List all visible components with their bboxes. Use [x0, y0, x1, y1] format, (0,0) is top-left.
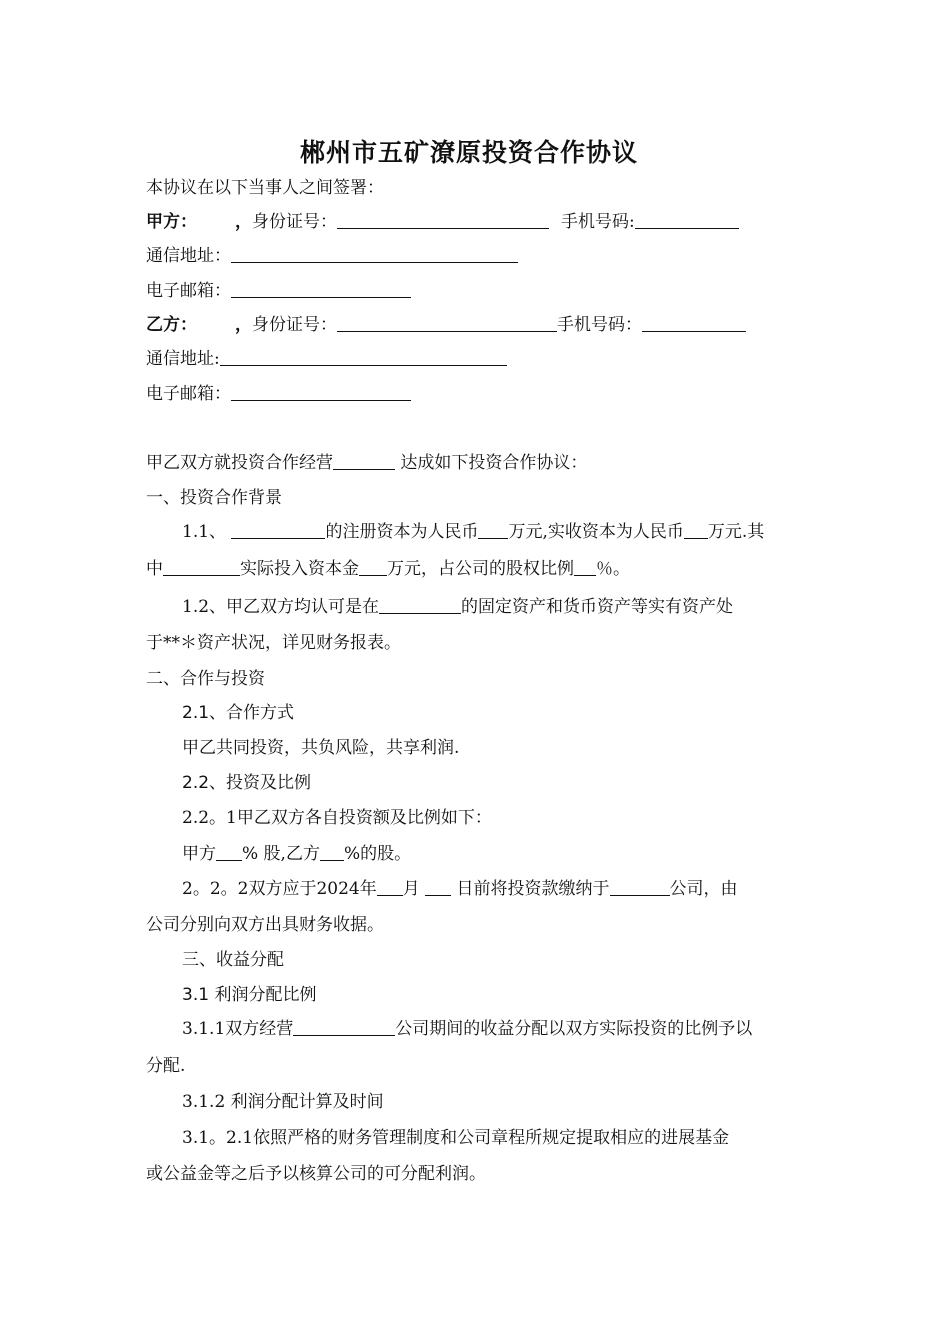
party-a-address-line [146, 245, 518, 267]
clause-3-1-1-cont: 分配. [146, 1056, 186, 1076]
day-blank[interactable] [425, 879, 451, 896]
clause-2-2-1-ratio [182, 843, 411, 865]
clause-3-1-heading: 3.1 利润分配比例 [182, 985, 317, 1005]
clause-2-2-2-c: 日前将投资款缴纳于 [451, 879, 610, 899]
section-2-heading: 二、合作与投资 [146, 669, 265, 689]
party-b-id-label: 身份证号： [252, 315, 337, 335]
party-a-phone-blank[interactable] [635, 212, 739, 229]
lead-line [146, 452, 587, 474]
clause-3-1-2-1: 3.1。2.1依照严格的财务管理制度和公司章程所规定提取相应的进展基金 [182, 1128, 730, 1148]
clause-1-1-d: 万元.其 [707, 522, 765, 542]
month-blank[interactable] [377, 879, 403, 896]
clause-2-2-heading: 2.2、投资及比例 [182, 773, 312, 793]
clause-2-1-text: 甲乙共同投资，共负风险，共享利润. [182, 738, 460, 758]
party-a-address-blank[interactable] [231, 246, 518, 263]
clause-2-2-2-cont: 公司分别向双方出具财务收据。 [146, 915, 384, 935]
clause-3-1-2-1-cont: 或公益金等之后予以核算公司的可分配利润。 [146, 1164, 486, 1184]
clause-1-2-b: 的固定资产和货币资产等实有资产处 [461, 597, 734, 617]
party-b-address-blank[interactable] [220, 349, 507, 366]
clause-1-1-c: 万元,实收资本为人民币 [508, 522, 684, 542]
party-a-email-label: 电子邮箱： [146, 281, 231, 301]
clause-3-1-1-a: 3.1.1双方经营 [182, 1019, 294, 1039]
party-b-phone-label: 手机号码： [557, 315, 642, 335]
ratio-a-label: 甲方 [182, 844, 216, 864]
ratio-b-label: % 股,乙方 [242, 844, 320, 864]
investor-blank[interactable] [163, 559, 240, 576]
lead-text-b: 达成如下投资合作协议： [395, 453, 588, 473]
company-blank[interactable] [231, 522, 325, 539]
clause-2-2-2-b: 月 [402, 879, 426, 899]
party-b-comma: ， [235, 315, 252, 335]
party-b-id-blank[interactable] [337, 315, 557, 332]
party-b-line [146, 314, 746, 336]
party-a-ratio-blank[interactable] [216, 844, 242, 861]
clause-1-2-cont: 于**＊资产状况，详见财务报表。 [146, 633, 401, 653]
section-1-heading: 一、投资合作背景 [146, 488, 282, 508]
party-a-email-line [146, 280, 411, 302]
party-b-email-blank[interactable] [231, 384, 411, 401]
clause-1-1 [182, 521, 764, 543]
party-a-line [146, 211, 739, 233]
party-b-label: 乙方： [146, 315, 197, 335]
lead-blank[interactable] [333, 453, 395, 470]
capital-amount-blank[interactable] [359, 559, 387, 576]
registered-capital-blank[interactable] [478, 522, 508, 539]
section-3-heading: 三、收益分配 [182, 950, 284, 970]
party-b-ratio-blank[interactable] [320, 844, 344, 861]
party-b-email-label: 电子邮箱： [146, 384, 231, 404]
paid-capital-blank[interactable] [684, 522, 708, 539]
party-a-comma: ， [235, 212, 252, 232]
party-b-email-line [146, 383, 411, 405]
clause-1-1-a: 1.1、 [182, 522, 232, 542]
clause-2-2-2 [182, 878, 738, 900]
party-a-phone-label: 手机号码: [561, 212, 635, 232]
clause-1-1-cont-a: 中 [146, 559, 163, 579]
party-a-address-label: 通信地址： [146, 246, 231, 266]
party-a-id-label: 身份证号： [252, 212, 337, 232]
clause-1-2-a: 1.2、甲乙双方均认可是在 [182, 597, 380, 617]
clause-2-1-heading: 2.1、合作方式 [182, 703, 295, 723]
clause-2-2-2-d: 公司，由 [669, 879, 738, 899]
clause-2-2-1: 2.2。1甲乙双方各自投资额及比例如下： [182, 808, 492, 828]
party-b-address-label: 通信地址: [146, 349, 220, 369]
party-a-email-blank[interactable] [231, 281, 411, 298]
asset-company-blank[interactable] [379, 597, 461, 614]
party-b-phone-blank[interactable] [642, 315, 746, 332]
clause-2-2-2-a: 2。2。2双方应于2024年 [182, 879, 377, 899]
clause-1-1-cont [146, 558, 630, 580]
lead-text-a: 甲乙双方就投资合作经营 [146, 453, 333, 473]
clause-1-1-cont-c: 万元，占公司的股权比例 [387, 559, 574, 579]
equity-ratio-blank[interactable] [574, 559, 596, 576]
ratio-end: %的股。 [343, 844, 412, 864]
clause-1-1-b: 的注册资本为人民币 [325, 522, 479, 542]
party-a-label: 甲方： [146, 212, 197, 232]
clause-1-1-cont-d: ％。 [596, 559, 630, 579]
party-a-id-blank[interactable] [337, 212, 549, 229]
clause-1-1-cont-b: 实际投入资本金 [240, 559, 359, 579]
party-b-address-line [146, 348, 507, 370]
document-title: 郴州市五矿潦原投资合作协议 [299, 138, 638, 167]
payee-company-blank[interactable] [610, 879, 670, 896]
clause-3-1-1-b: 公司期间的收益分配以双方实际投资的比例予以 [395, 1019, 753, 1039]
intro-line: 本协议在以下当事人之间签署： [146, 178, 384, 198]
clause-1-2 [182, 596, 733, 618]
clause-3-1-1 [182, 1018, 752, 1040]
clause-3-1-2-heading: 3.1.2 利润分配计算及时间 [182, 1092, 384, 1112]
operating-company-blank[interactable] [293, 1019, 395, 1036]
